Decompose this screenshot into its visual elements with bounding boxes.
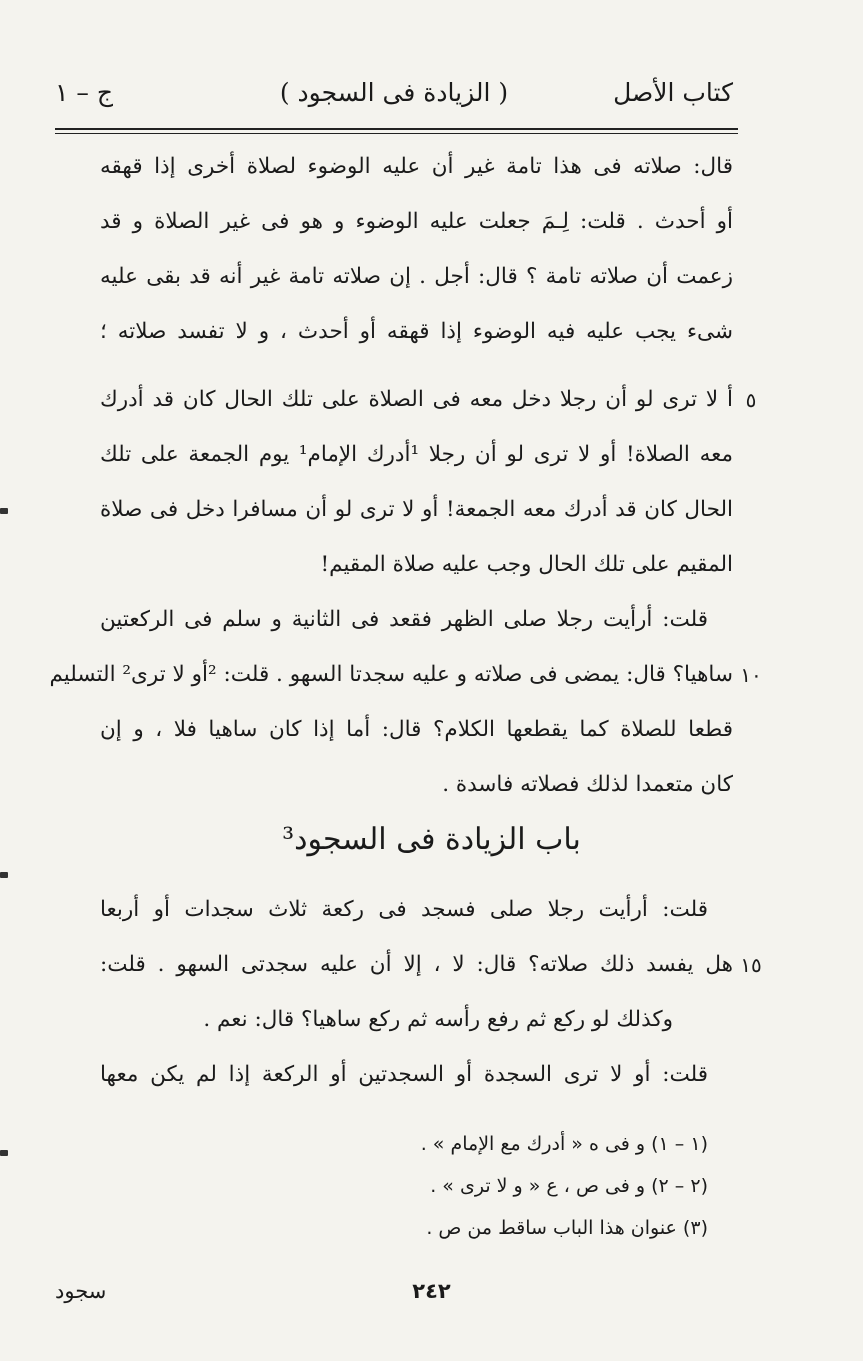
text-line-13: قلت: أرأيت رجلا صلى فسجد فى ركعة ثلاث سجدات أو أربعا (100, 897, 708, 922)
line-number-15: ١٥ (740, 953, 762, 977)
text-line-6: معه الصلاة! أو لا ترى لو أن رجلا ¹أدرك الإمام¹ يوم الجمعة على تلك (100, 442, 733, 467)
text-line-10: ساهيا؟ قال: يمضى فى صلاته و عليه سجدتا السهو . قلت: ²أو لا ترى² التسليم (49, 662, 733, 687)
text-line-11: قطعا للصلاة كما يقطعها الكلام؟ قال: أما إذا كان ساهيا فلا ، و إن (100, 717, 733, 742)
text-line-8: المقيم على تلك الحال وجب عليه صلاة المقيم! (320, 552, 733, 577)
text-line-9: قلت: أرأيت رجلا صلى الظهر فقعد فى الثانية و سلم فى الركعتين (100, 607, 708, 632)
text-line-2: أو أحدث . قلت: لِـمَ جعلت عليه الوضوء و هو فى غير الصلاة و قد (100, 209, 733, 234)
text-line-3: زعمت أن صلاته تامة ؟ قال: أجل . إن صلاته تامة غير أنه قد بقى عليه (100, 264, 733, 289)
book-title: كتاب الأصل (613, 78, 733, 107)
line-number-10: ١٠ (740, 663, 762, 687)
text-line-1: قال: صلاته فى هذا تامة غير أن عليه الوضوء لصلاة أخرى إذا قهقه (100, 154, 733, 179)
page-number: ٢٤٢ (412, 1279, 451, 1303)
chapter-heading: باب الزيادة فى السجود³ (282, 822, 581, 857)
footnote-3: (٣) عنوان هذا الباب ساقط من ص . (426, 1217, 708, 1239)
scan-mark (0, 1150, 8, 1156)
header-rule-thick (55, 128, 738, 130)
text-line-14: هل يفسد ذلك صلاته؟ قال: لا ، إلا أن عليه سجدتى السهو . قلت: (100, 952, 733, 977)
footnote-1: (١ – ١) و فى ه « أدرك مع الإمام » . (420, 1133, 708, 1155)
line-number-5: ٥ (745, 388, 757, 412)
section-title: ( الزيادة فى السجود ) (279, 78, 509, 107)
text-line-16: قلت: أو لا ترى السجدة أو السجدتين أو الركعة إذا لم يكن معها (100, 1062, 708, 1087)
text-line-7: الحال كان قد أدرك معه الجمعة! أو لا ترى لو أن مسافرا دخل فى صلاة (100, 497, 733, 522)
text-line-15: وكذلك لو ركع ثم رفع رأسه ثم ركع ساهيا؟ قال: نعم . (203, 1007, 673, 1032)
scan-mark (0, 872, 8, 878)
footnote-2: (٢ – ٢) و فى ص ، ع « و لا ترى » . (430, 1175, 708, 1197)
text-line-12: كان متعمدا لذلك فصلاته فاسدة . (442, 772, 733, 797)
scan-mark (0, 508, 8, 514)
text-line-5: أ لا ترى لو أن رجلا دخل معه فى الصلاة على تلك الحال كان قد أدرك (100, 387, 733, 412)
running-header (55, 78, 733, 122)
volume-label: ج – ١ (55, 78, 113, 107)
header-rule-thin (55, 133, 738, 134)
catchword: سجود (55, 1279, 107, 1303)
text-line-4: شىء يجب عليه فيه الوضوء إذا قهقه أو أحدث ، و لا تفسد صلاته ؛ (100, 319, 733, 344)
